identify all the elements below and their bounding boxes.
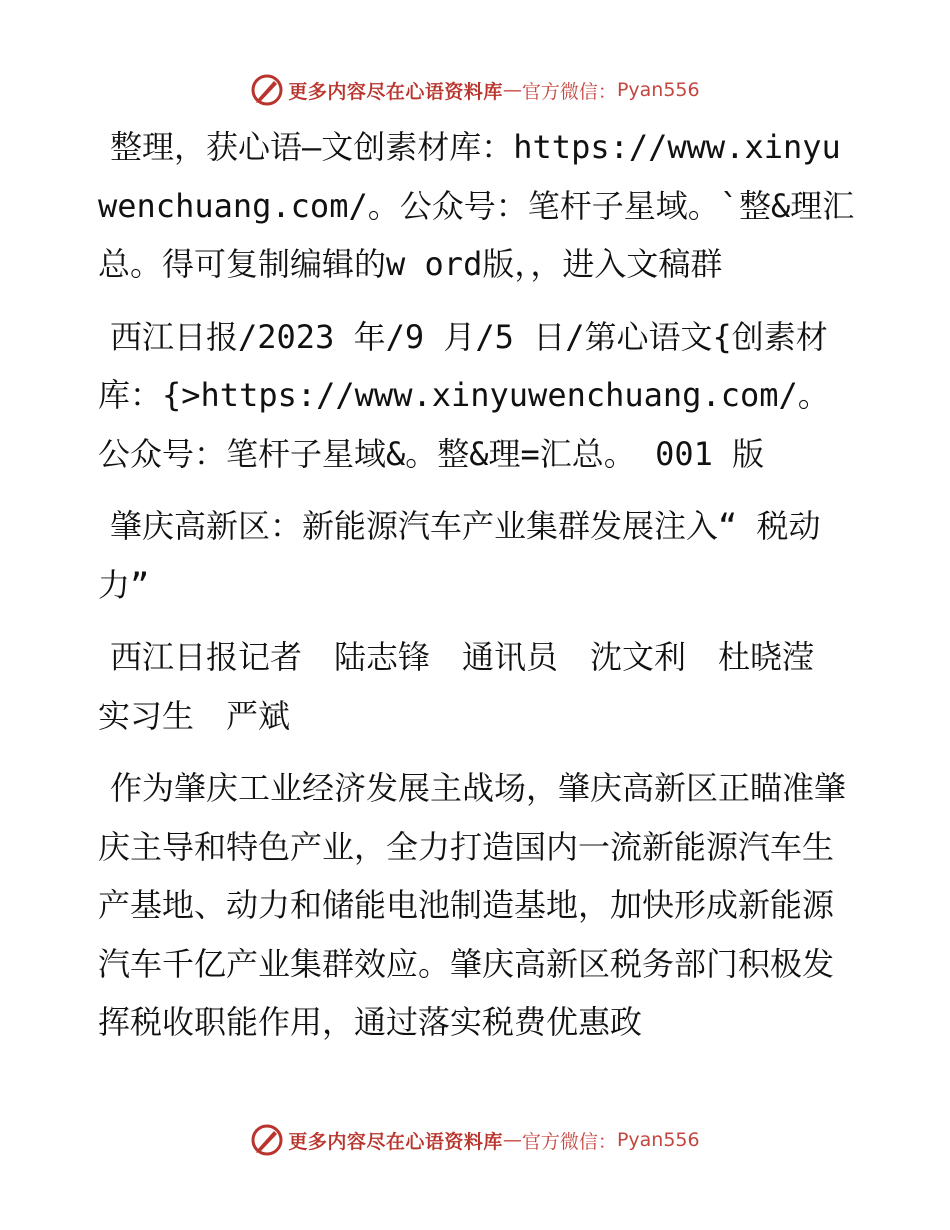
- watermark-sub-text: 官方微信：: [521, 1130, 617, 1153]
- watermark-id: Pyan556: [616, 79, 700, 101]
- paragraph-publication-info: 西江日报/2023 年/9 月/5 日/第心语文{创素材库：{>https://www.xinyuwenchuang.com/。公众号：笔杆子星域&。整&理=汇总。 001 版: [98, 317, 830, 473]
- watermark-main-text: 更多内容尽在心语资料库: [288, 1130, 503, 1153]
- document-body: [98, 118, 858, 1066]
- watermark-id: Pyan556: [616, 1129, 700, 1151]
- article-headline: 肇庆高新区：新能源汽车产业集群发展注入“ 税动力”: [98, 507, 821, 604]
- watermark-dash: —: [502, 79, 522, 101]
- watermark-main-text: 更多内容尽在心语资料库: [288, 80, 503, 103]
- watermark-dash: —: [502, 1129, 522, 1151]
- paragraph-source-note: 整理，获心语—文创素材库：https://www.xinyuwenchuang.com/。公众号：笔杆子星域。`整&理汇总。得可复制编辑的w ord版，，进入文稿群: [98, 128, 855, 283]
- quill-pen-logo-icon: [250, 1123, 284, 1157]
- header-watermark: [0, 70, 950, 110]
- article-byline: 西江日报记者 陆志锋 通讯员 沈文利 杜晓滢 实习生 严斌: [98, 638, 847, 735]
- quill-pen-logo-icon: [250, 73, 284, 107]
- watermark-sub-text: 官方微信：: [521, 80, 617, 103]
- footer-watermark: [0, 1120, 950, 1160]
- article-body-paragraph: 作为肇庆工业经济发展主战场，肇庆高新区正瞄准肇庆主导和特色产业，全力打造国内一流新能源汽车生产基地、动力和储能电池制造基地，加快形成新能源汽车千亿产业集群效应。肇庆高新区税务部门积极发挥税收职能作用，通过落实税费优惠政: [98, 769, 847, 1041]
